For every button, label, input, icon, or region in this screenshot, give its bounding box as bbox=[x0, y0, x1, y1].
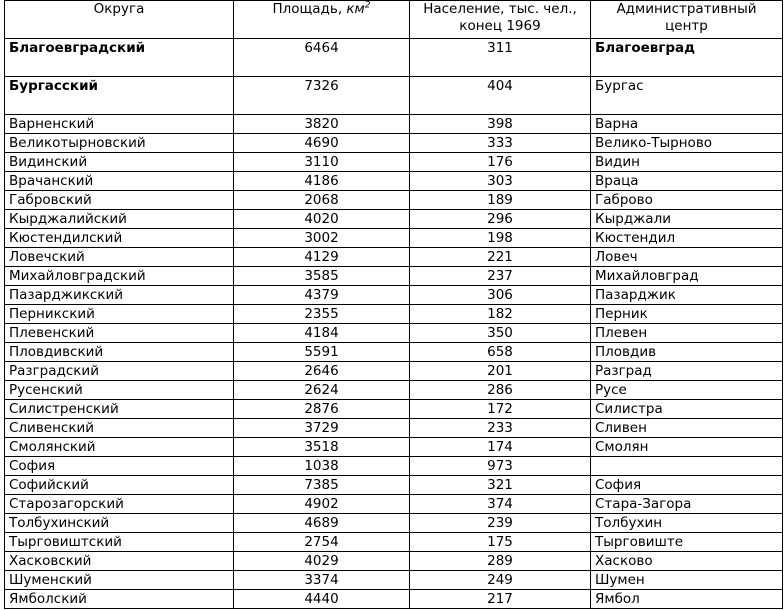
center-cell: Кырджали bbox=[591, 210, 783, 229]
table-row bbox=[5, 343, 783, 362]
table-row bbox=[5, 476, 783, 495]
district-cell: Тырговиштский bbox=[5, 533, 234, 552]
population-cell: 172 bbox=[410, 400, 591, 419]
district-cell: Видинский bbox=[5, 153, 234, 172]
table-row bbox=[5, 419, 783, 438]
header-center: Административный центр bbox=[591, 1, 783, 39]
district-cell: Смолянский bbox=[5, 438, 234, 457]
center-cell: Габрово bbox=[591, 191, 783, 210]
population-cell: 221 bbox=[410, 248, 591, 267]
population-cell: 175 bbox=[410, 533, 591, 552]
center-cell: Разград bbox=[591, 362, 783, 381]
header-area-label: Площадь, bbox=[272, 1, 347, 17]
population-cell: 398 bbox=[410, 115, 591, 134]
center-cell: Велико-Тырново bbox=[591, 134, 783, 153]
area-cell: 4020 bbox=[234, 210, 410, 229]
center-cell: Стара-Загора bbox=[591, 495, 783, 514]
district-cell: Шуменский bbox=[5, 571, 234, 590]
district-cell: Великотырновский bbox=[5, 134, 234, 153]
district-cell: Ямболский bbox=[5, 590, 234, 609]
header-area bbox=[234, 1, 410, 39]
district-cell: Плевенский bbox=[5, 324, 234, 343]
center-cell: Пловдив bbox=[591, 343, 783, 362]
area-cell: 2355 bbox=[234, 305, 410, 324]
table-row bbox=[5, 514, 783, 533]
district-cell: София bbox=[5, 457, 234, 476]
table-row bbox=[5, 590, 783, 609]
area-cell: 4186 bbox=[234, 172, 410, 191]
population-cell: 289 bbox=[410, 552, 591, 571]
table-row bbox=[5, 267, 783, 286]
area-cell: 4690 bbox=[234, 134, 410, 153]
center-cell: София bbox=[591, 476, 783, 495]
district-cell: Софийский bbox=[5, 476, 234, 495]
center-cell bbox=[591, 457, 783, 476]
area-cell: 4902 bbox=[234, 495, 410, 514]
table-row bbox=[5, 457, 783, 476]
center-cell: Шумен bbox=[591, 571, 783, 590]
district-cell: Старозагорский bbox=[5, 495, 234, 514]
area-cell: 2068 bbox=[234, 191, 410, 210]
area-cell: 2754 bbox=[234, 533, 410, 552]
area-cell: 3002 bbox=[234, 229, 410, 248]
area-cell: 4184 bbox=[234, 324, 410, 343]
population-cell: 198 bbox=[410, 229, 591, 248]
population-cell: 217 bbox=[410, 590, 591, 609]
population-cell: 239 bbox=[410, 514, 591, 533]
area-cell: 3820 bbox=[234, 115, 410, 134]
table-row bbox=[5, 172, 783, 191]
population-cell: 973 bbox=[410, 457, 591, 476]
header-row bbox=[5, 1, 783, 39]
table-row bbox=[5, 153, 783, 172]
area-cell: 2624 bbox=[234, 381, 410, 400]
center-cell: Благоевград bbox=[591, 39, 783, 77]
table-row bbox=[5, 248, 783, 267]
table-row bbox=[5, 533, 783, 552]
area-cell: 2876 bbox=[234, 400, 410, 419]
center-cell: Тырговиште bbox=[591, 533, 783, 552]
district-cell: Габровский bbox=[5, 191, 234, 210]
population-cell: 658 bbox=[410, 343, 591, 362]
district-cell: Кырджалийский bbox=[5, 210, 234, 229]
table-row bbox=[5, 495, 783, 514]
area-cell: 5591 bbox=[234, 343, 410, 362]
header-population: Население, тыс. чел., конец 1969 bbox=[410, 1, 591, 39]
area-cell: 3110 bbox=[234, 153, 410, 172]
center-cell: Толбухин bbox=[591, 514, 783, 533]
district-cell: Толбухинский bbox=[5, 514, 234, 533]
area-cell: 4129 bbox=[234, 248, 410, 267]
table-row bbox=[5, 324, 783, 343]
center-cell: Бургас bbox=[591, 77, 783, 115]
population-cell: 249 bbox=[410, 571, 591, 590]
center-cell: Видин bbox=[591, 153, 783, 172]
center-cell: Михайловград bbox=[591, 267, 783, 286]
table-row bbox=[5, 39, 783, 77]
table-row bbox=[5, 362, 783, 381]
population-cell: 189 bbox=[410, 191, 591, 210]
center-cell: Русе bbox=[591, 381, 783, 400]
area-cell: 6464 bbox=[234, 39, 410, 77]
district-cell: Бургасский bbox=[5, 77, 234, 115]
table-row bbox=[5, 134, 783, 153]
center-cell: Сливен bbox=[591, 419, 783, 438]
population-cell: 201 bbox=[410, 362, 591, 381]
population-cell: 176 bbox=[410, 153, 591, 172]
population-cell: 303 bbox=[410, 172, 591, 191]
center-cell: Пазарджик bbox=[591, 286, 783, 305]
population-cell: 182 bbox=[410, 305, 591, 324]
population-cell: 311 bbox=[410, 39, 591, 77]
district-cell: Силистренский bbox=[5, 400, 234, 419]
district-cell: Разградский bbox=[5, 362, 234, 381]
population-cell: 286 bbox=[410, 381, 591, 400]
header-area-exp: 2 bbox=[364, 0, 371, 11]
center-cell: Враца bbox=[591, 172, 783, 191]
table-row bbox=[5, 229, 783, 248]
district-cell: Благоевградский bbox=[5, 39, 234, 77]
table-row bbox=[5, 191, 783, 210]
center-cell: Хасково bbox=[591, 552, 783, 571]
population-cell: 306 bbox=[410, 286, 591, 305]
area-cell: 1038 bbox=[234, 457, 410, 476]
area-cell: 2646 bbox=[234, 362, 410, 381]
area-cell: 7326 bbox=[234, 77, 410, 115]
population-cell: 233 bbox=[410, 419, 591, 438]
table-row bbox=[5, 381, 783, 400]
district-cell: Варненский bbox=[5, 115, 234, 134]
district-cell: Перникский bbox=[5, 305, 234, 324]
population-cell: 350 bbox=[410, 324, 591, 343]
center-cell: Кюстендил bbox=[591, 229, 783, 248]
area-cell: 4689 bbox=[234, 514, 410, 533]
district-cell: Пловдивский bbox=[5, 343, 234, 362]
table-row bbox=[5, 400, 783, 419]
area-cell: 3585 bbox=[234, 267, 410, 286]
center-cell: Смолян bbox=[591, 438, 783, 457]
population-cell: 174 bbox=[410, 438, 591, 457]
district-cell: Ловечский bbox=[5, 248, 234, 267]
area-cell: 3518 bbox=[234, 438, 410, 457]
center-cell: Варна bbox=[591, 115, 783, 134]
header-area-unit: км bbox=[346, 1, 365, 17]
districts-table bbox=[4, 0, 783, 609]
district-cell: Кюстендилский bbox=[5, 229, 234, 248]
population-cell: 296 bbox=[410, 210, 591, 229]
area-cell: 3729 bbox=[234, 419, 410, 438]
district-cell: Хасковский bbox=[5, 552, 234, 571]
population-cell: 374 bbox=[410, 495, 591, 514]
area-cell: 3374 bbox=[234, 571, 410, 590]
population-cell: 237 bbox=[410, 267, 591, 286]
district-cell: Пазарджикский bbox=[5, 286, 234, 305]
table-row bbox=[5, 286, 783, 305]
center-cell: Плевен bbox=[591, 324, 783, 343]
header-district: Округа bbox=[5, 1, 234, 39]
district-cell: Сливенский bbox=[5, 419, 234, 438]
table-row bbox=[5, 552, 783, 571]
center-cell: Ловеч bbox=[591, 248, 783, 267]
area-cell: 4379 bbox=[234, 286, 410, 305]
district-cell: Врачанский bbox=[5, 172, 234, 191]
area-cell: 7385 bbox=[234, 476, 410, 495]
center-cell: Силистра bbox=[591, 400, 783, 419]
district-cell: Русенский bbox=[5, 381, 234, 400]
area-cell: 4440 bbox=[234, 590, 410, 609]
district-cell: Михайловградский bbox=[5, 267, 234, 286]
center-cell: Перник bbox=[591, 305, 783, 324]
table-row bbox=[5, 571, 783, 590]
population-cell: 321 bbox=[410, 476, 591, 495]
table-row bbox=[5, 77, 783, 115]
table-row bbox=[5, 210, 783, 229]
table-row bbox=[5, 305, 783, 324]
area-cell: 4029 bbox=[234, 552, 410, 571]
population-cell: 404 bbox=[410, 77, 591, 115]
table-row bbox=[5, 438, 783, 457]
center-cell: Ямбол bbox=[591, 590, 783, 609]
population-cell: 333 bbox=[410, 134, 591, 153]
table-row bbox=[5, 115, 783, 134]
